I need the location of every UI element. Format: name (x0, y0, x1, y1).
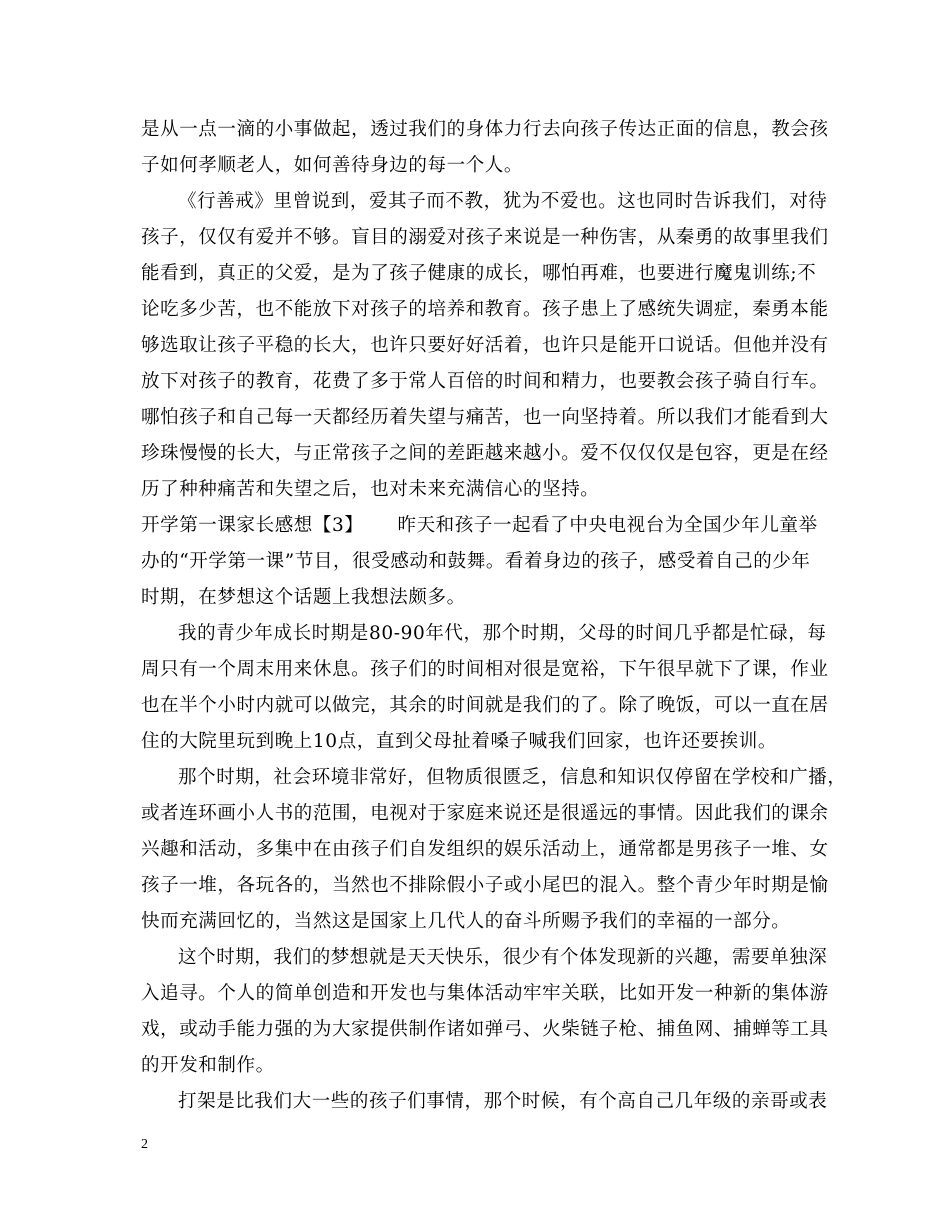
text-line: 孩子一堆，各玩各的，当然也不排除假小子或小尾巴的混入。整个青少年时期是愉 (141, 875, 829, 896)
text-line: 打架是比我们大一些的孩子们事情，那个时候，有个高自己几年级的亲哥或表 (178, 1091, 828, 1112)
text-line: 昨天和孩子一起看了中央电视台为全国少年儿童举 (397, 515, 818, 536)
text-line: 够选取让孩子平稳的长大，也许只要好好活着，也许只是能开口说话。但他并没有 (141, 335, 829, 356)
text-line: 孩子，仅仅有爱并不够。盲目的溺爱对孩子来说是一种伤害，从秦勇的故事里我们 (141, 227, 829, 248)
text-line: 或者连环画小人书的范围，电视对于家庭来说还是很遥远的事情。因此我们的课余 (141, 803, 829, 824)
text-line: 子如何孝顺老人，如何善待身边的每一个人。 (141, 155, 524, 176)
text-line: 那个时期，社会环境非常好，但物质很匮乏，信息和知识仅停留在学校和广播， (178, 767, 847, 788)
text-line: 《行善戒》里曾说到，爱其子而不教，犹为不爱也。这也同时告诉我们，对待 (178, 191, 828, 212)
text-line: 周只有一个周末用来休息。孩子们的时间相对很是宽裕，下午很早就下了课，作业 (141, 659, 829, 680)
text-line: 戏，或动手能力强的为大家提供制作诸如弹弓、火柴链子枪、捕鱼网、捕蝉等工具 (141, 1019, 829, 1040)
text-line: 住的大院里玩到晚上10点，直到父母扯着嗓子喊我们回家，也许还要挨训。 (141, 731, 777, 752)
text-line: 快而充满回忆的，当然这是国家上几代人的奋斗所赐予我们的幸福的一部分。 (141, 911, 791, 932)
text-line: 这个时期，我们的梦想就是天天快乐，很少有个体发现新的兴趣，需要单独深 (178, 947, 828, 968)
section-heading-line (141, 514, 818, 538)
text-line: 的开发和制作。 (141, 1055, 275, 1076)
text-line: 放下对孩子的教育，花费了多于常人百倍的时间和精力，也要教会孩子骑自行车。 (141, 371, 829, 392)
text-line: 历了种种痛苦和失望之后，也对未来充满信心的坚持。 (141, 479, 600, 500)
text-line: 哪怕孩子和自己每一天都经历着失望与痛苦，也一向坚持着。所以我们才能看到大 (141, 407, 829, 428)
page-number: 2 (141, 1137, 148, 1152)
text-line: 能看到，真正的父爱，是为了孩子健康的成长，哪怕再难，也要进行魔鬼训练;不 (141, 263, 817, 284)
text-line: 入追寻。个人的简单创造和开发也与集体活动牢牢关联，比如开发一种新的集体游 (141, 983, 829, 1004)
text-line: 也在半个小时内就可以做完，其余的时间就是我们的了。除了晚饭，可以一直在居 (141, 695, 829, 716)
text-line: 办的“开学第一课”节目，很受感动和鼓舞。看着身边的孩子，感受着自己的少年 (141, 551, 811, 572)
text-line: 我的青少年成长时期是80-90年代，那个时期，父母的时间几乎都是忙碌，每 (178, 623, 827, 644)
text-line: 论吃多少苦，也不能放下对孩子的培养和教育。孩子患上了感统失调症，秦勇本能 (141, 299, 829, 320)
text-line: 珍珠慢慢的长大，与正常孩子之间的差距越来越小。爱不仅仅仅是包容，更是在经 (141, 443, 829, 464)
text-line: 时期，在梦想这个话题上我想法颇多。 (141, 587, 466, 608)
text-line: 兴趣和活动，多集中在由孩子们自发组织的娱乐活动上，通常都是男孩子一堆、女 (141, 839, 829, 860)
text-line: 是从一点一滴的小事做起，透过我们的身体力行去向孩子传达正面的信息，教会孩 (141, 119, 829, 140)
section-heading: 开学第一课家长感想【3】 (141, 515, 364, 536)
